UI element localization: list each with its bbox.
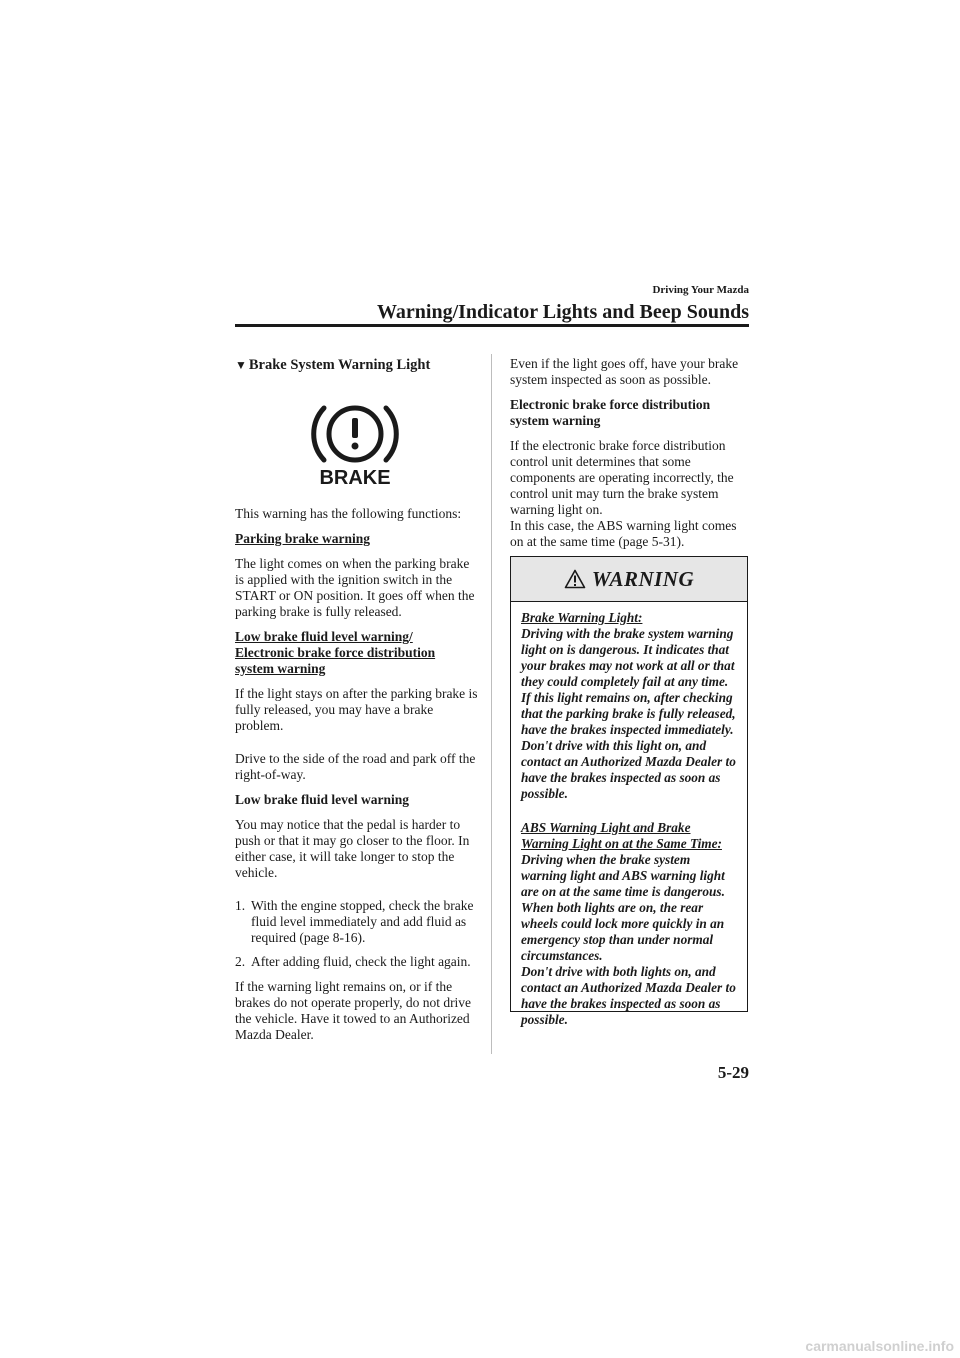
low-fluid-subheading: Low brake fluid level warning: [235, 792, 410, 807]
low-fluid-text: If the light stays on after the parking brake is fully released, you may have a brake problem.: [235, 686, 478, 733]
left-column: [235, 356, 480, 1052]
step-number: 2.: [235, 954, 246, 969]
parking-brake-text: The light comes on when the parking brake is applied with the ignition switch in the START or ON position. It goes off when the parking brake is fully released.: [235, 556, 475, 619]
step-number: 1.: [235, 898, 246, 913]
step-text: After adding fluid, check the light again.: [251, 954, 471, 969]
goes-off-text: Even if the light goes off, have your brake system inspected as soon as possible.: [510, 356, 739, 387]
warning-subtitle-1: Brake Warning Light:: [521, 610, 643, 625]
warning-text-2: Driving when the brake system warning light and ABS warning light are on at the same time is dangerous. When both lights are on, the rear wheels could lock more quickly in an emergency stop than under normal circumstances.: [521, 852, 725, 963]
column-divider: [491, 354, 492, 1054]
warning-label: WARNING: [591, 566, 695, 591]
warning-text-3: Don't drive with both lights on, and contact an Authorized Mazda Dealer to have the brakes inspected as soon as possible.: [521, 964, 736, 1027]
ebd-text-1: If the electronic brake force distribution control unit determines that some components are operating incorrectly, the control unit may turn the brake system warning light on.: [510, 438, 734, 517]
list-item: [235, 954, 480, 970]
warning-body: [511, 602, 747, 1028]
header-rule: [235, 324, 749, 327]
low-fluid-title-line3: system warning: [235, 661, 326, 676]
section-label: Driving Your Mazda: [652, 284, 749, 296]
chapter-title: Warning/Indicator Lights and Beep Sounds: [377, 301, 749, 323]
brake-symbol-label: BRAKE: [319, 467, 391, 486]
warning-triangle-icon: [564, 569, 586, 589]
step-text: With the engine stopped, check the brake fluid level immediately and add fluid as required (page 8-16).: [251, 898, 474, 945]
brake-warning-icon: [310, 396, 400, 486]
parking-brake-title: Parking brake warning: [235, 531, 371, 546]
final-text: If the warning light remains on, or if the brakes do not operate properly, do not drive the vehicle. Have it towed to an Authorized Mazda Dealer.: [235, 979, 472, 1042]
section-heading-text: Brake System Warning Light: [248, 357, 431, 373]
warning-header: [511, 557, 747, 602]
warning-subtitle-2: ABS Warning Light and Brake Warning Light on at the Same Time:: [521, 820, 722, 851]
page-number: 5-29: [717, 1063, 749, 1082]
ebd-text-2: In this case, the ABS warning light comes on at the same time (page 5-31).: [510, 518, 737, 549]
low-fluid-title-line1: Low brake fluid level warning/: [235, 629, 413, 644]
ebd-title: Electronic brake force distribution system warning: [510, 397, 711, 428]
list-item: [235, 898, 480, 946]
intro-text: This warning has the following functions:: [235, 506, 462, 521]
low-fluid-title: [235, 629, 480, 677]
low-fluid-title-line2: Electronic brake force distribution: [235, 645, 436, 660]
steps-list: [235, 898, 480, 970]
page-header: [235, 283, 749, 325]
drive-side-text: Drive to the side of the road and park off the right-of-way.: [235, 751, 476, 782]
warning-text-1: Driving with the brake system warning light on is dangerous. It indicates that your brakes may not work at all or that they could completely fail at any time. If this light remains on, after checking that the parking brake is fully released, have the brakes inspected immediately. Don't drive with this light on, and contact an Authorized Mazda Dealer to have the brakes inspected as soon as possible.: [521, 626, 736, 801]
section-heading: [235, 356, 480, 374]
right-column: [510, 356, 750, 559]
warning-box: [510, 556, 748, 1027]
triangle-marker-icon: ▼: [235, 358, 247, 372]
pedal-text: You may notice that the pedal is harder to push or that it may go closer to the floor. In either case, it will take longer to stop the vehicle.: [235, 817, 470, 880]
site-watermark: carmanualsonline.info: [805, 1338, 954, 1354]
